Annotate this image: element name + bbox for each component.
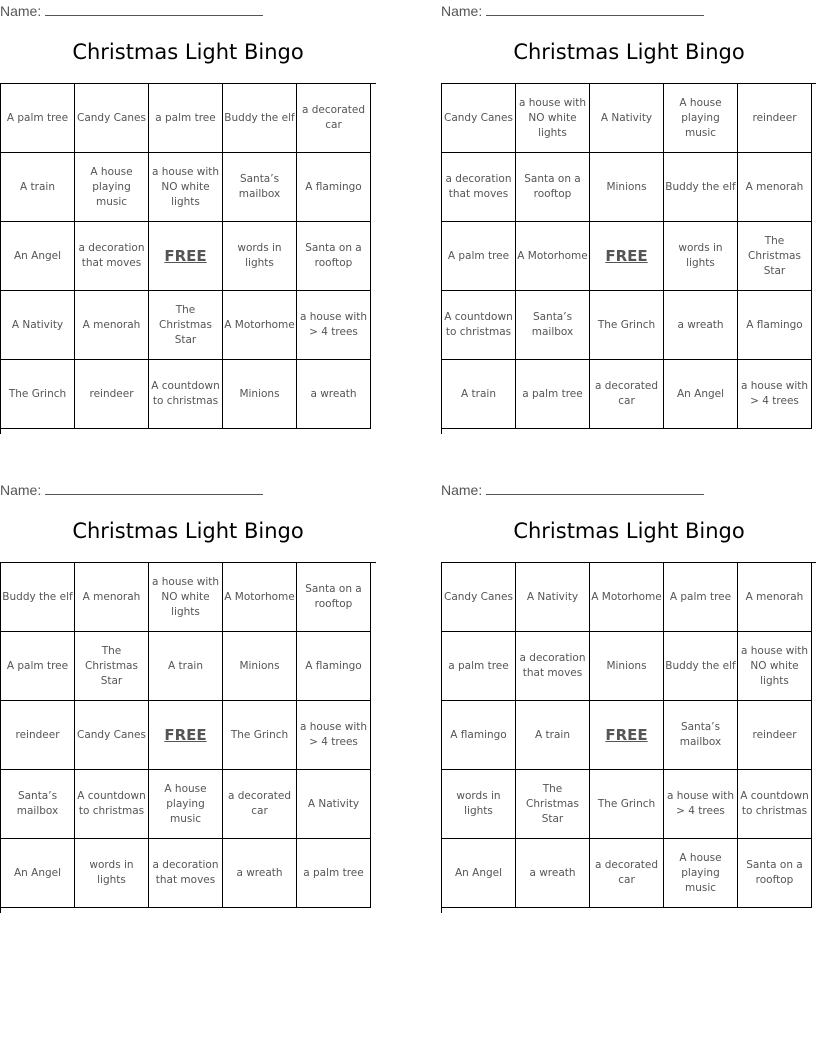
bingo-cell[interactable]: Candy Canes	[442, 563, 516, 632]
card-title: Christmas Light Bingo	[72, 519, 304, 543]
bingo-cell[interactable]: a decoration that moves	[75, 222, 149, 291]
bingo-cell[interactable]: a house with NO white lights	[149, 563, 223, 632]
bingo-cell[interactable]: A train	[149, 632, 223, 701]
bingo-cell[interactable]: a decoration that moves	[516, 632, 590, 701]
bingo-cell[interactable]: a wreath	[223, 839, 297, 908]
bingo-cell[interactable]: Buddy the elf	[664, 153, 738, 222]
bingo-cell[interactable]: a decoration that moves	[149, 839, 223, 908]
bingo-cell[interactable]: A countdown to christmas	[738, 770, 812, 839]
bingo-cell[interactable]: The Christmas Star	[149, 291, 223, 360]
bingo-cell[interactable]: Santa’s mailbox	[1, 770, 75, 839]
bingo-cell[interactable]: An Angel	[1, 839, 75, 908]
bingo-cell[interactable]: Candy Canes	[442, 84, 516, 153]
bingo-grid	[441, 562, 816, 913]
bingo-cell[interactable]: The Christmas Star	[75, 632, 149, 701]
bingo-cell[interactable]: Minions	[223, 360, 297, 429]
name-line	[441, 3, 704, 19]
bingo-cell[interactable]: Candy Canes	[75, 701, 149, 770]
bingo-cell[interactable]: Candy Canes	[75, 84, 149, 153]
bingo-cell[interactable]: words in lights	[664, 222, 738, 291]
bingo-cell[interactable]: a wreath	[297, 360, 371, 429]
bingo-cell[interactable]: The Grinch	[1, 360, 75, 429]
bingo-cell[interactable]: A Nativity	[1, 291, 75, 360]
bingo-cell[interactable]: An Angel	[1, 222, 75, 291]
name-label: Name:	[0, 482, 42, 498]
bingo-cell[interactable]: words in lights	[442, 770, 516, 839]
bingo-cell[interactable]: A Nativity	[516, 563, 590, 632]
bingo-cell[interactable]: a wreath	[516, 839, 590, 908]
bingo-cell[interactable]: The Christmas Star	[738, 222, 812, 291]
name-line	[0, 482, 263, 498]
bingo-cell[interactable]: Minions	[590, 153, 664, 222]
name-blank-line[interactable]	[486, 483, 704, 495]
bingo-grid	[0, 83, 376, 434]
name-label: Name:	[0, 3, 42, 19]
bingo-cell[interactable]: A countdown to christmas	[442, 291, 516, 360]
bingo-cell[interactable]: A menorah	[738, 563, 812, 632]
bingo-cell[interactable]: A palm tree	[664, 563, 738, 632]
bingo-cell[interactable]: A Nativity	[590, 84, 664, 153]
bingo-grid	[441, 83, 816, 434]
bingo-cell[interactable]: A house playing music	[75, 153, 149, 222]
bingo-cell[interactable]: Santa’s mailbox	[516, 291, 590, 360]
bingo-cell[interactable]: A palm tree	[442, 222, 516, 291]
bingo-cell[interactable]: A train	[1, 153, 75, 222]
bingo-cell[interactable]: A menorah	[75, 563, 149, 632]
bingo-cell[interactable]: a palm tree	[516, 360, 590, 429]
bingo-cell[interactable]: reindeer	[1, 701, 75, 770]
card-title: Christmas Light Bingo	[72, 40, 304, 64]
bingo-cell[interactable]: words in lights	[223, 222, 297, 291]
bingo-cell[interactable]: Buddy the elf	[223, 84, 297, 153]
name-line	[0, 3, 263, 19]
bingo-cell[interactable]: A palm tree	[1, 84, 75, 153]
name-label: Name:	[441, 3, 483, 19]
bingo-cell[interactable]: A house playing music	[149, 770, 223, 839]
bingo-cell[interactable]: a palm tree	[149, 84, 223, 153]
bingo-cell[interactable]: Buddy the elf	[664, 632, 738, 701]
bingo-cell[interactable]: A house playing music	[664, 839, 738, 908]
name-blank-line[interactable]	[45, 483, 263, 495]
bingo-cell[interactable]: a house with > 4 trees	[297, 701, 371, 770]
name-blank-line[interactable]	[486, 4, 704, 16]
bingo-cell[interactable]: a wreath	[664, 291, 738, 360]
name-label: Name:	[441, 482, 483, 498]
free-space[interactable]: FREE	[149, 222, 223, 291]
name-blank-line[interactable]	[45, 4, 263, 16]
bingo-cell[interactable]: a house with NO white lights	[149, 153, 223, 222]
bingo-cell[interactable]: a decorated car	[590, 839, 664, 908]
bingo-cell[interactable]: An Angel	[442, 839, 516, 908]
bingo-cell[interactable]: A countdown to christmas	[75, 770, 149, 839]
bingo-cell[interactable]: a house with NO white lights	[738, 632, 812, 701]
bingo-cell[interactable]: The Grinch	[223, 701, 297, 770]
bingo-cell[interactable]: Santa’s mailbox	[223, 153, 297, 222]
bingo-cell[interactable]: Buddy the elf	[1, 563, 75, 632]
bingo-cell[interactable]: Santa on a rooftop	[297, 222, 371, 291]
bingo-cell[interactable]: The Grinch	[590, 291, 664, 360]
bingo-cell[interactable]: The Christmas Star	[516, 770, 590, 839]
free-space[interactable]: FREE	[590, 701, 664, 770]
bingo-cell[interactable]: Santa on a rooftop	[516, 153, 590, 222]
bingo-cell[interactable]: A train	[442, 360, 516, 429]
bingo-cell[interactable]: A countdown to christmas	[149, 360, 223, 429]
bingo-cell[interactable]: A flamingo	[297, 632, 371, 701]
bingo-cell[interactable]: a palm tree	[442, 632, 516, 701]
bingo-cell[interactable]: A menorah	[738, 153, 812, 222]
bingo-cell[interactable]: Santa on a rooftop	[297, 563, 371, 632]
bingo-grid	[0, 562, 376, 913]
free-space[interactable]: FREE	[149, 701, 223, 770]
bingo-cell[interactable]: A flamingo	[738, 291, 812, 360]
bingo-cell[interactable]: reindeer	[75, 360, 149, 429]
bingo-cell[interactable]: a decoration that moves	[442, 153, 516, 222]
bingo-cell[interactable]: a decorated car	[297, 84, 371, 153]
bingo-cell[interactable]: Santa on a rooftop	[738, 839, 812, 908]
bingo-cell[interactable]: a house with > 4 trees	[738, 360, 812, 429]
bingo-cell[interactable]: Santa’s mailbox	[664, 701, 738, 770]
bingo-cell[interactable]: A house playing music	[664, 84, 738, 153]
bingo-cell[interactable]: A train	[516, 701, 590, 770]
card-title: Christmas Light Bingo	[513, 40, 745, 64]
bingo-cell[interactable]: A menorah	[75, 291, 149, 360]
free-space[interactable]: FREE	[590, 222, 664, 291]
bingo-cell[interactable]: A Motorhome	[516, 222, 590, 291]
bingo-cell[interactable]: The Grinch	[590, 770, 664, 839]
bingo-cell[interactable]: A Motorhome	[590, 563, 664, 632]
bingo-cell[interactable]: a house with > 4 trees	[297, 291, 371, 360]
bingo-cell[interactable]: Minions	[590, 632, 664, 701]
bingo-cell[interactable]: A flamingo	[442, 701, 516, 770]
bingo-cell[interactable]: a decorated car	[590, 360, 664, 429]
bingo-cell[interactable]: An Angel	[664, 360, 738, 429]
bingo-cell[interactable]: A Motorhome	[223, 563, 297, 632]
bingo-cell[interactable]: reindeer	[738, 701, 812, 770]
bingo-cell[interactable]: A Nativity	[297, 770, 371, 839]
bingo-cell[interactable]: a house with > 4 trees	[664, 770, 738, 839]
bingo-cell[interactable]: A flamingo	[297, 153, 371, 222]
bingo-cell[interactable]: reindeer	[738, 84, 812, 153]
bingo-cell[interactable]: A palm tree	[1, 632, 75, 701]
card-title: Christmas Light Bingo	[513, 519, 745, 543]
bingo-cell[interactable]: A Motorhome	[223, 291, 297, 360]
bingo-cell[interactable]: a palm tree	[297, 839, 371, 908]
bingo-cell[interactable]: Minions	[223, 632, 297, 701]
bingo-cell[interactable]: a decorated car	[223, 770, 297, 839]
name-line	[441, 482, 704, 498]
bingo-cell[interactable]: words in lights	[75, 839, 149, 908]
bingo-cell[interactable]: a house with NO white lights	[516, 84, 590, 153]
